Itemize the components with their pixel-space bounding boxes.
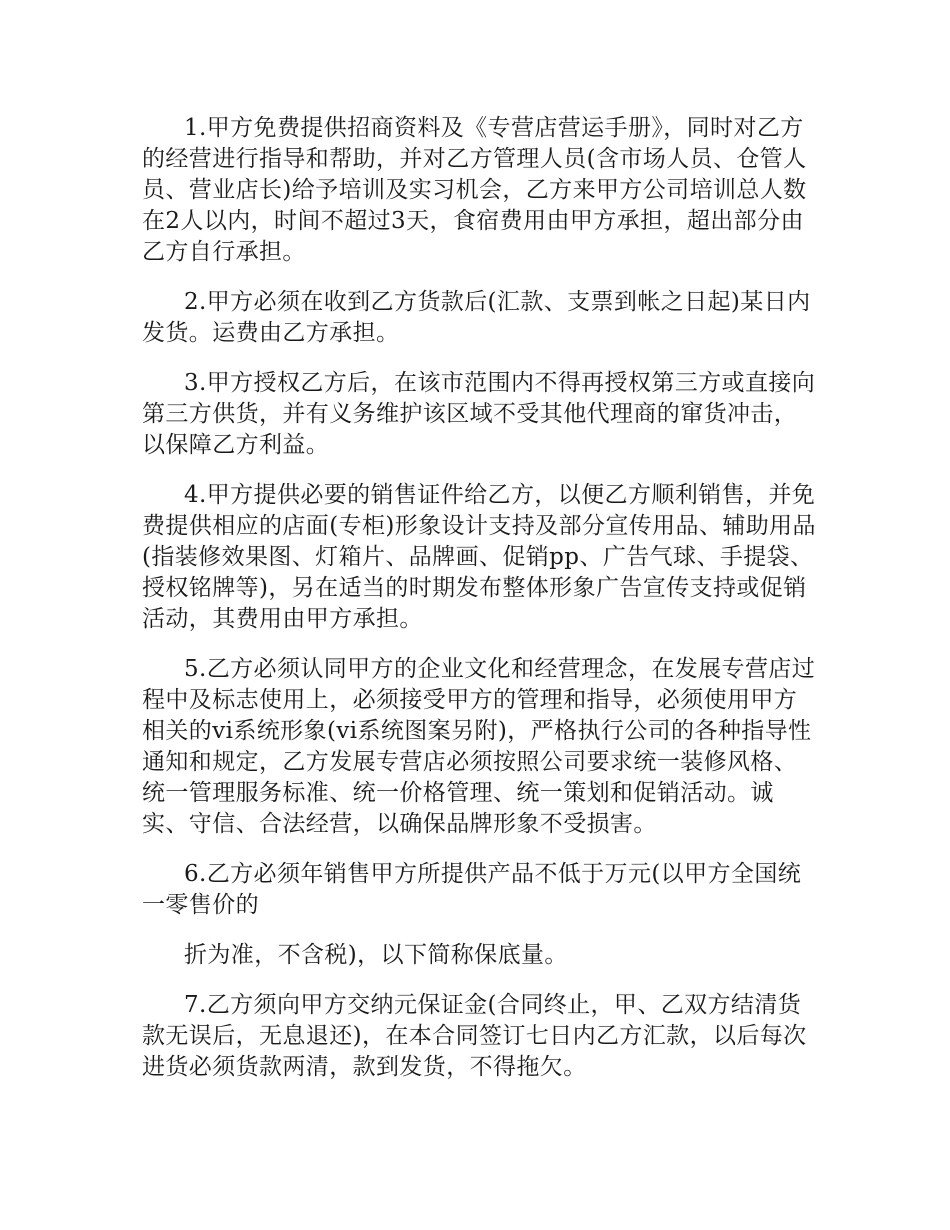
clause-6: 6.乙方必须年销售甲方所提供产品不低于万元(以甲方全国统一零售价的	[142, 861, 802, 918]
clause-2: 2.甲方必须在收到乙方货款后(汇款、支票到帐之日起)某日内发货。运费由乙方承担。	[142, 289, 811, 346]
clause-5: 5.乙方必须认同甲方的企业文化和经营理念，在发展专营店过程中及标志使用上，必须接受甲方的管理和指导，必须使用甲方相关的vi系统形象(vi系统图案另附)，严格执行公司的各种指导性通知和规定，乙方发展专营店必须按照公司要求统一装修风格、统一管理服务标准、统一价格管理、统一策划和促销活动。诚实、守信、合法经营，以确保品牌形象不受损害。	[142, 656, 816, 837]
clause-7: 7.乙方须向甲方交纳元保证金(合同终止，甲、乙双方结清货款无误后，无息退还)，在本合同签订七日内乙方汇款，以后每次进货必须货款两清，款到发货，不得拖欠。	[142, 992, 807, 1080]
clause-1: 1.甲方免费提供招商资料及《专营店营运手册》，同时对乙方的经营进行指导和帮助，并对乙方管理人员(含市场人员、仓管人员、营业店长)给予培训及实习机会，乙方来甲方公司培训总人数在2人以内，时间不超过3天，食宿费用由甲方承担，超出部分由乙方自行承担。	[142, 115, 807, 265]
clause-6-continuation: 折为准，不含税)，以下简称保底量。	[184, 942, 568, 968]
clause-3: 3.甲方授权乙方后，在该市范围内不得再授权第三方或直接向第三方供货，并有义务维护该区域不受其他代理商的窜货冲击，以保障乙方利益。	[142, 370, 816, 458]
clause-4: 4.甲方提供必要的销售证件给乙方，以便乙方顺利销售，并免费提供相应的店面(专柜)形象设计支持及部分宣传用品、辅助用品(指装修效果图、灯箱片、品牌画、促销pp、广告气球、手提袋、授权铭牌等)，另在适当的时期发布整体形象广告宣传支持或促销活动，其费用由甲方承担。	[142, 482, 816, 632]
